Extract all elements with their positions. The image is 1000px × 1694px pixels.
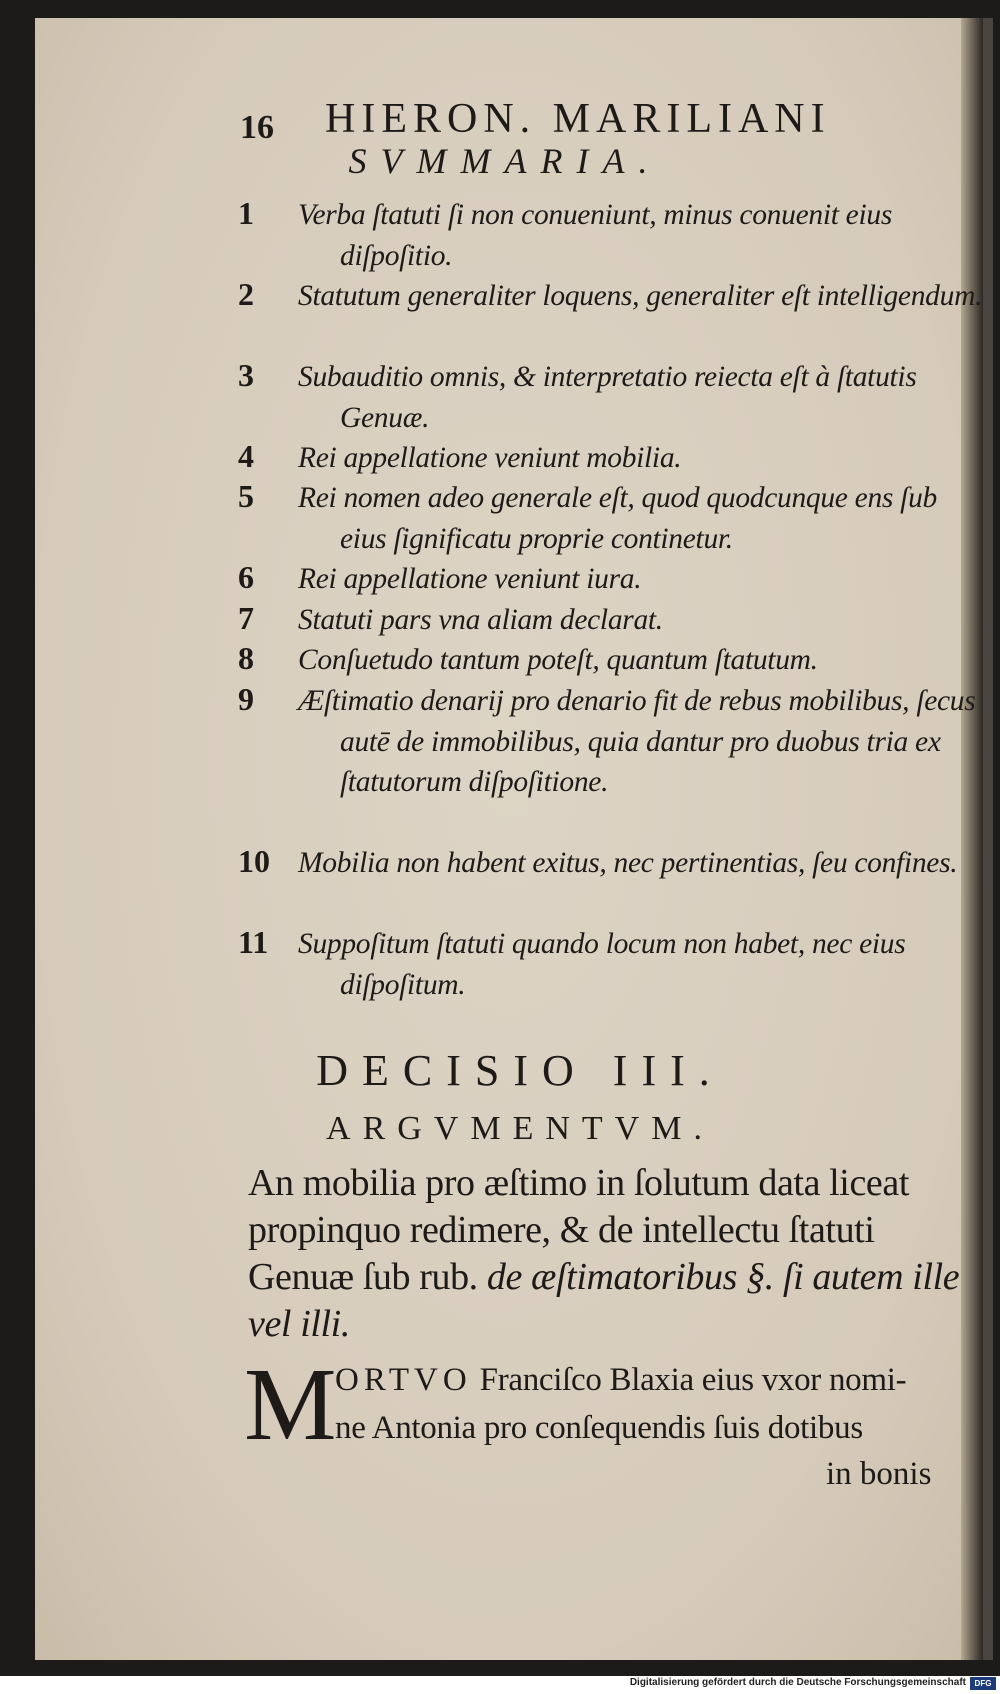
page-number: 16 — [240, 109, 274, 146]
decisio-heading: DECISIO III. — [316, 1046, 724, 1095]
running-title: HIERON. MARILIANI — [325, 96, 831, 142]
body-line-2: ne Antonia pro conſequendis ſuis dotibus — [335, 1410, 863, 1446]
summary-item-text: Æſtimatio denarij pro denario fit de rebus mobilibus, ſecus autē de immobilibus, quia dantur pro duobus tria ex ſtatutorum diſpoſitione. — [298, 685, 976, 798]
summary-item-text: Subauditio omnis, & interpretatio reiecta eſt à ſtatutis Genuæ. — [298, 361, 917, 434]
body-line-1-text: Franciſco Blaxia eius vxor nomi- — [479, 1362, 907, 1398]
summary-item-text: Conſuetudo tantum poteſt, quantum ſtatutum. — [298, 644, 818, 676]
digitization-credit: Digitalisierung gefördert durch die Deutsche Forschungsgemeinschaft — [629, 1677, 966, 1688]
summary-item-number: 9 — [238, 681, 254, 717]
summary-item-number: 5 — [238, 478, 254, 514]
summary-item-text: Rei appellatione veniunt mobilia. — [298, 442, 682, 474]
summary-item-text: Rei appellatione veniunt iura. — [298, 563, 642, 595]
argumentum-heading: ARGVMENTVM. — [326, 1110, 714, 1147]
catchword: in bonis — [826, 1456, 932, 1492]
running-head — [0, 95, 1000, 145]
body-line-1 — [335, 1362, 975, 1399]
summary-item-text: Suppoſitum ſtatuti quando locum non habet, nec eius diſpoſitum. — [298, 928, 906, 1001]
summary-item-number: 3 — [238, 357, 254, 393]
summary-item-number: 1 — [238, 195, 254, 231]
summary-item-number: 8 — [238, 640, 254, 676]
summary-item-text: Statuti pars vna aliam declarat. — [298, 604, 663, 636]
summary-item-number: 11 — [238, 924, 269, 960]
summary-item-text: Verba ſtatuti ſi non conueniunt, minus conuenit eius diſpoſitio. — [298, 199, 893, 272]
summary-item-text: Mobilia non habent exitus, nec pertinentias, ſeu confines. — [298, 847, 958, 879]
summary-item-number: 7 — [238, 600, 254, 636]
summary-item-number: 10 — [238, 843, 270, 879]
summary-item-text: Rei nomen adeo generale eſt, quod quodcunque ens ſub eius ſignificatu proprie continetur. — [298, 482, 937, 555]
argumentum-italic: de æſtimatoribus §. ſi autem ille vel illi. — [248, 1256, 960, 1345]
body-opening-smallcaps: ORTVO — [335, 1362, 472, 1398]
summary-item-number: 4 — [238, 438, 254, 474]
summaria-heading: SVMMARIA. — [348, 141, 662, 181]
drop-cap: M — [244, 1347, 337, 1462]
dfg-logo: DFG — [970, 1677, 996, 1690]
summary-item-text: Statutum generaliter loquens, generaliter eſt intelligendum. — [298, 280, 983, 312]
argumentum-roman: An mobilia pro æſtimo in ſolutum data liceat propinquo redimere, & de intellectu ſtatuti Genuæ ſub rub. — [248, 1162, 910, 1298]
summary-item-number: 6 — [238, 559, 254, 595]
summary-item-number: 2 — [238, 276, 254, 312]
argumentum-text — [248, 1160, 968, 1348]
